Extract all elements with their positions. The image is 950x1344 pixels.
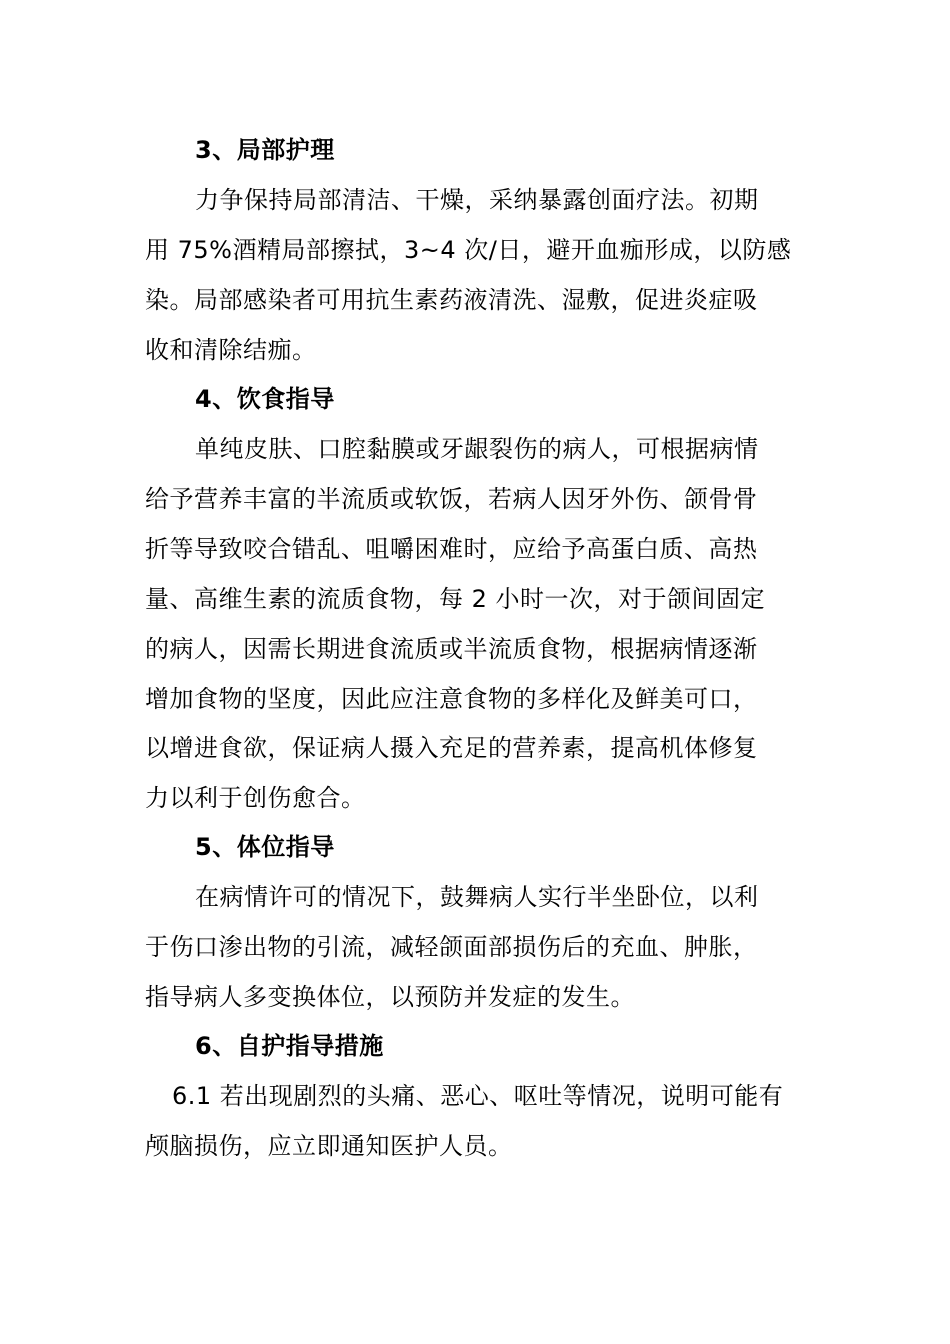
paragraph-line: 在病情许可的情况下，鼓舞病人实行半坐卧位，以利 <box>195 883 759 911</box>
paragraph-line: 力以利于创伤愈合。 <box>145 784 366 812</box>
paragraph-line: 于伤口渗出物的引流，减轻颌面部损伤后的充血、肿胀， <box>145 933 758 961</box>
paragraph-line: 量、高维生素的流质食物，每 2 小时一次，对于颌间固定 <box>145 585 766 613</box>
paragraph-line: 增加食物的坚度，因此应注意食物的多样化及鲜美可口， <box>145 685 758 713</box>
paragraph-line: 6.1 若出现剧烈的头痛、恶心、呕吐等情况，说明可能有 <box>172 1082 784 1110</box>
paragraph-line: 单纯皮肤、口腔黏膜或牙龈裂伤的病人，可根据病情 <box>195 435 759 463</box>
paragraph-line: 给予营养丰富的半流质或软饭，若病人因牙外伤、颌骨骨 <box>145 485 758 513</box>
section-heading: 4、饮食指导 <box>195 385 335 413</box>
paragraph-line: 指导病人多变换体位，以预防并发症的发生。 <box>145 983 635 1011</box>
paragraph-line: 的病人，因需长期进食流质或半流质食物，根据病情逐渐 <box>145 635 758 663</box>
paragraph-line: 力争保持局部清洁、干燥，采纳暴露创面疗法。初期 <box>195 186 759 214</box>
section-heading: 6、自护指导措施 <box>195 1032 384 1060</box>
section-heading: 3、局部护理 <box>195 136 335 164</box>
paragraph-line: 染。局部感染者可用抗生素药液清洗、湿敷，促进炎症吸 <box>145 286 758 314</box>
paragraph-line: 收和清除结痂。 <box>145 336 317 364</box>
paragraph-line: 折等导致咬合错乱、咀嚼困难时，应给予高蛋白质、高热 <box>145 535 758 563</box>
paragraph-line: 以增进食欲，保证病人摄入充足的营养素，提高机体修复 <box>145 734 758 762</box>
paragraph-line: 用 75%酒精局部擦拭，3~4 次/日，避开血痂形成，以防感 <box>145 236 792 264</box>
paragraph-line: 颅脑损伤，应立即通知医护人员。 <box>145 1132 513 1160</box>
section-heading: 5、体位指导 <box>195 833 335 861</box>
